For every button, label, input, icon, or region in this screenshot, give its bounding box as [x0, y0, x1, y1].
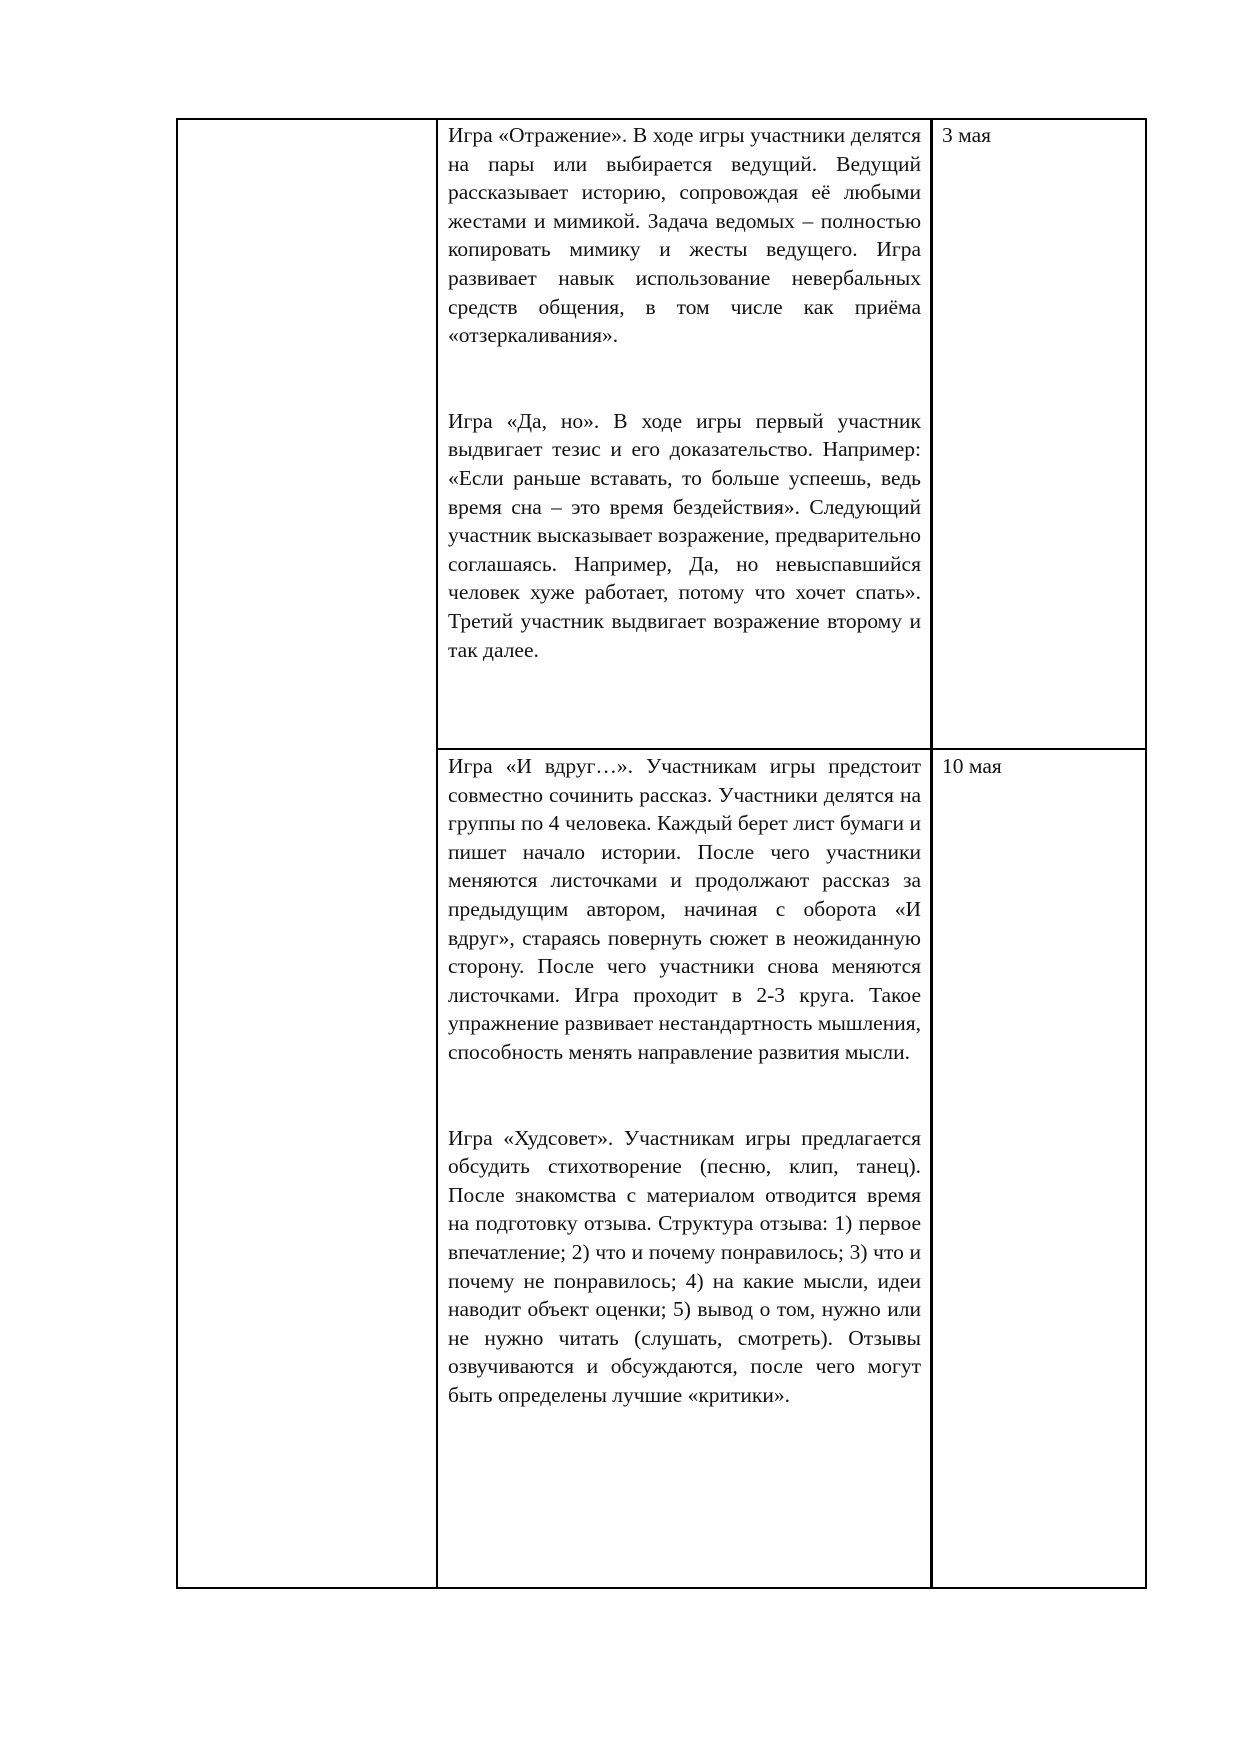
table-border-top: [176, 118, 1146, 120]
row-divider: [436, 748, 1146, 750]
game-description: Игра «Худсовет». Участникам игры предлагается обсудить стихотворение (песню, клип, танец). После знакомства с материалом отводится время на подготовку отзыва. Структура отзыва: 1) первое впечатление; 2) что и почему понравилось; 3) что и почему не понравилось; 4) на какие мысли, идеи наводит объект оценки; 5) вывод о том, нужно или не нужно читать (слушать, смотреть). Отзывы озвучиваются и обсуждаются, после чего могут быть определены лучшие «критики».: [448, 1125, 921, 1407]
table-border-left: [176, 118, 178, 1589]
row-2-description-cell: [448, 752, 921, 1409]
table-border-right: [1145, 118, 1147, 1589]
column-divider-2: [930, 118, 933, 1589]
column-divider-1: [436, 118, 438, 1589]
table-border-bottom: [176, 1587, 1146, 1589]
row-1-description-cell: [448, 121, 921, 664]
row-2-date: 10 мая: [942, 754, 1002, 778]
row-1-date: 3 мая: [942, 123, 992, 147]
game-description: Игра «И вдруг…». Участникам игры предстоит совместно сочинить рассказ. Участники делятся на группы по 4 человека. Каждый берет лист бумаги и пишет начало истории. После чего участники меняются листочками и продолжают рассказ за предыдущим автором, начиная с оборота «И вдруг», стараясь повернуть сюжет в неожиданную сторону. После чего участники снова меняются листочками. Игра проходит в 2-3 круга. Такое упражнение развивает нестандартность мышления, способность менять направление развития мысли.: [448, 754, 921, 1064]
game-description: Игра «Отражение». В ходе игры участники делятся на пары или выбирается ведущий. Ведущий рассказывает историю, сопровождая её любыми жестами и мимикой. Задача ведомых – полностью копировать мимику и жесты ведущего. Игра развивает навык использование невербальных средств общения, в том числе как приёма «отзеркаливания».: [448, 123, 921, 348]
game-description: Игра «Да, но». В ходе игры первый участник выдвигает тезис и его доказательство. Например: «Если раньше вставать, то больше успеешь, ведь время сна – это время бездействия». Следующий участник высказывает возражение, предварительно соглашаясь. Например, Да, но невыспавшийся человек хуже работает, потому что хочет спать». Третий участник выдвигает возражение второму и так далее.: [448, 408, 921, 662]
